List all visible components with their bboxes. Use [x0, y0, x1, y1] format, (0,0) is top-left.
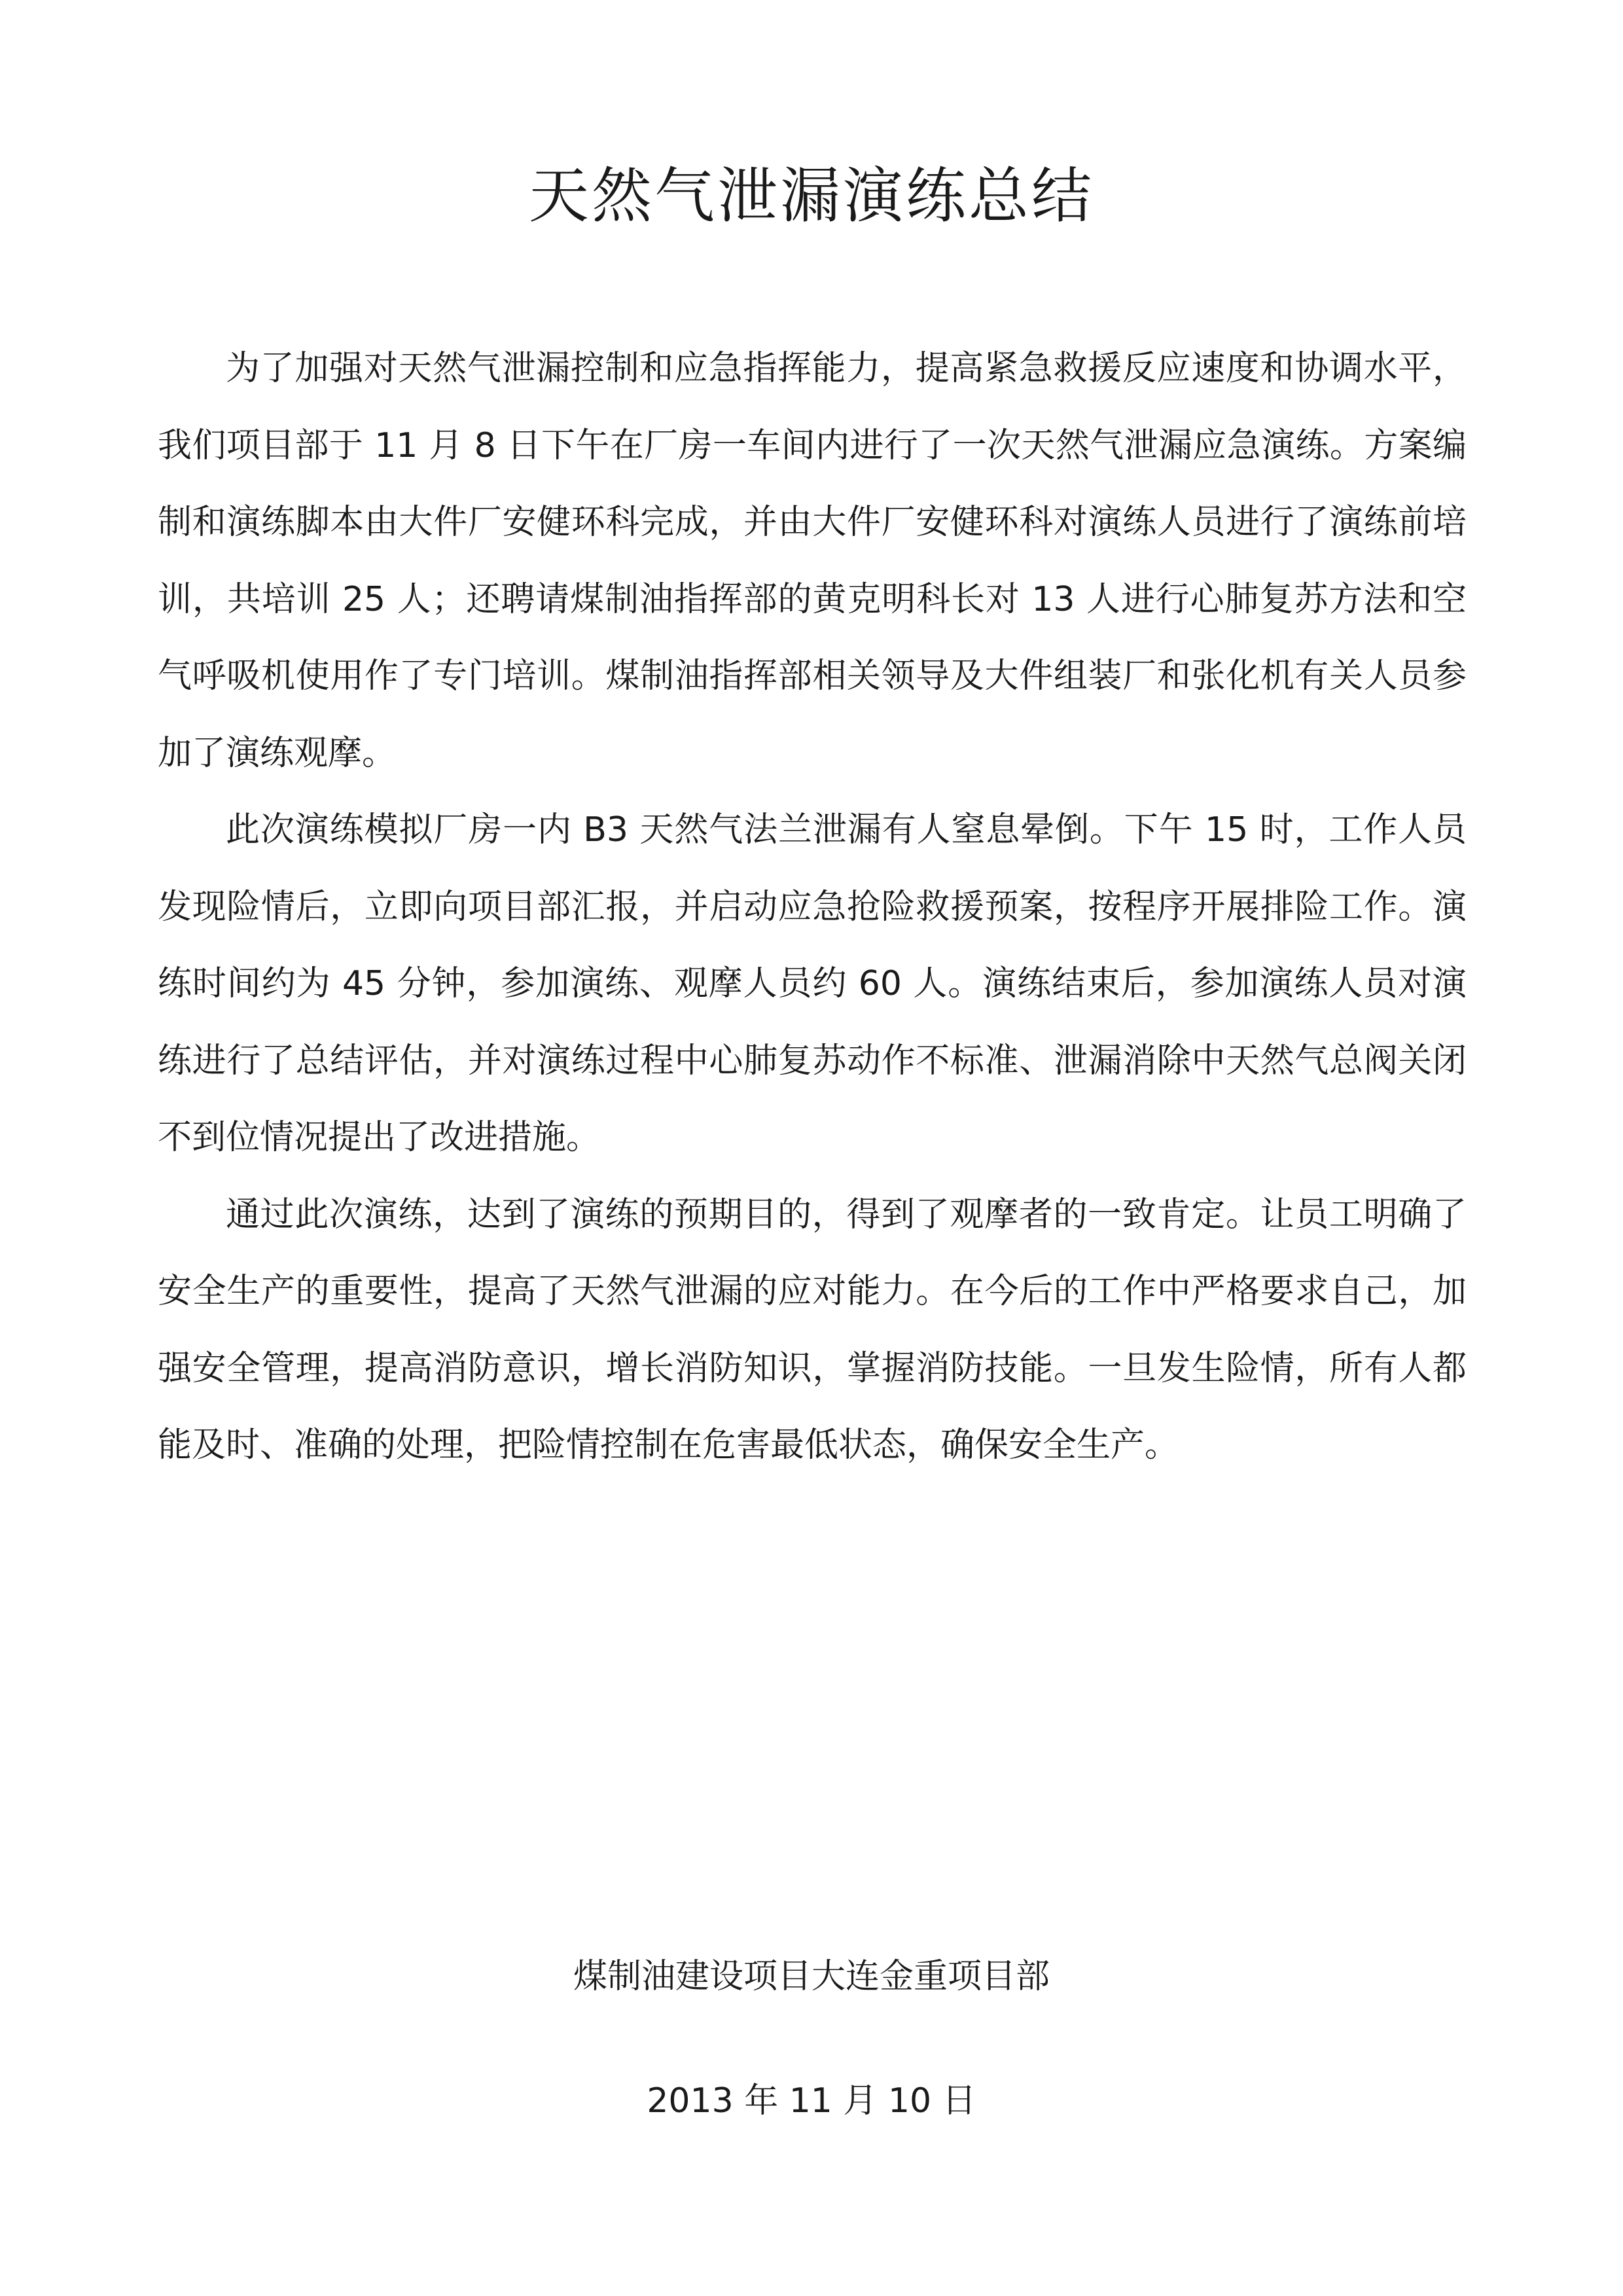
signature-date: 2013 年 11 月 10 日: [647, 2081, 976, 2121]
document-body: [158, 331, 1467, 1484]
paragraph-3: 通过此次演练，达到了演练的预期目的，得到了观摩者的一致肯定。让员工明确了安全生产的重要性，提高了天然气泄漏的应对能力。在今后的工作中严格要求自己，加强安全管理，提高消防意识，增长消防知识，掌握消防技能。一旦发生险情，所有人都能及时、准确的处理，把险情控制在危害最低状态，确保安全生产。: [158, 1194, 1467, 1465]
paragraph-2: 此次演练模拟厂房一内 B3 天然气法兰泄漏有人窒息晕倒。下午 15 时，工作人员发现险情后，立即向项目部汇报，并启动应急抢险救援预案，按程序开展排险工作。演练时间约为 45 分钟，参加演练、观摩人员约 60 人。演练结束后，参加演练人员对演练进行了总结评估，并对演练过程中心肺复苏动作不标准、泄漏消除中天然气总阀关闭不到位情况提出了改进措施。: [158, 810, 1467, 1157]
signature-organization: 煤制油建设项目大连金重项目部: [573, 1957, 1050, 1996]
paragraph-1: 为了加强对天然气泄漏控制和应急指挥能力，提高紧急救援反应速度和协调水平，我们项目部于 11 月 8 日下午在厂房一车间内进行了一次天然气泄漏应急演练。方案编制和演练脚本由大件厂安健环科完成，并由大件厂安健环科对演练人员进行了演练前培训，共培训 25 人；还聘请煤制油指挥部的黄克明科长对 13 人进行心肺复苏方法和空气呼吸机使用作了专门培训。煤制油指挥部相关领导及大件组装厂和张化机有关人员参加了演练观摩。: [158, 349, 1467, 773]
document-title: 天然气泄漏演练总结: [528, 161, 1094, 231]
